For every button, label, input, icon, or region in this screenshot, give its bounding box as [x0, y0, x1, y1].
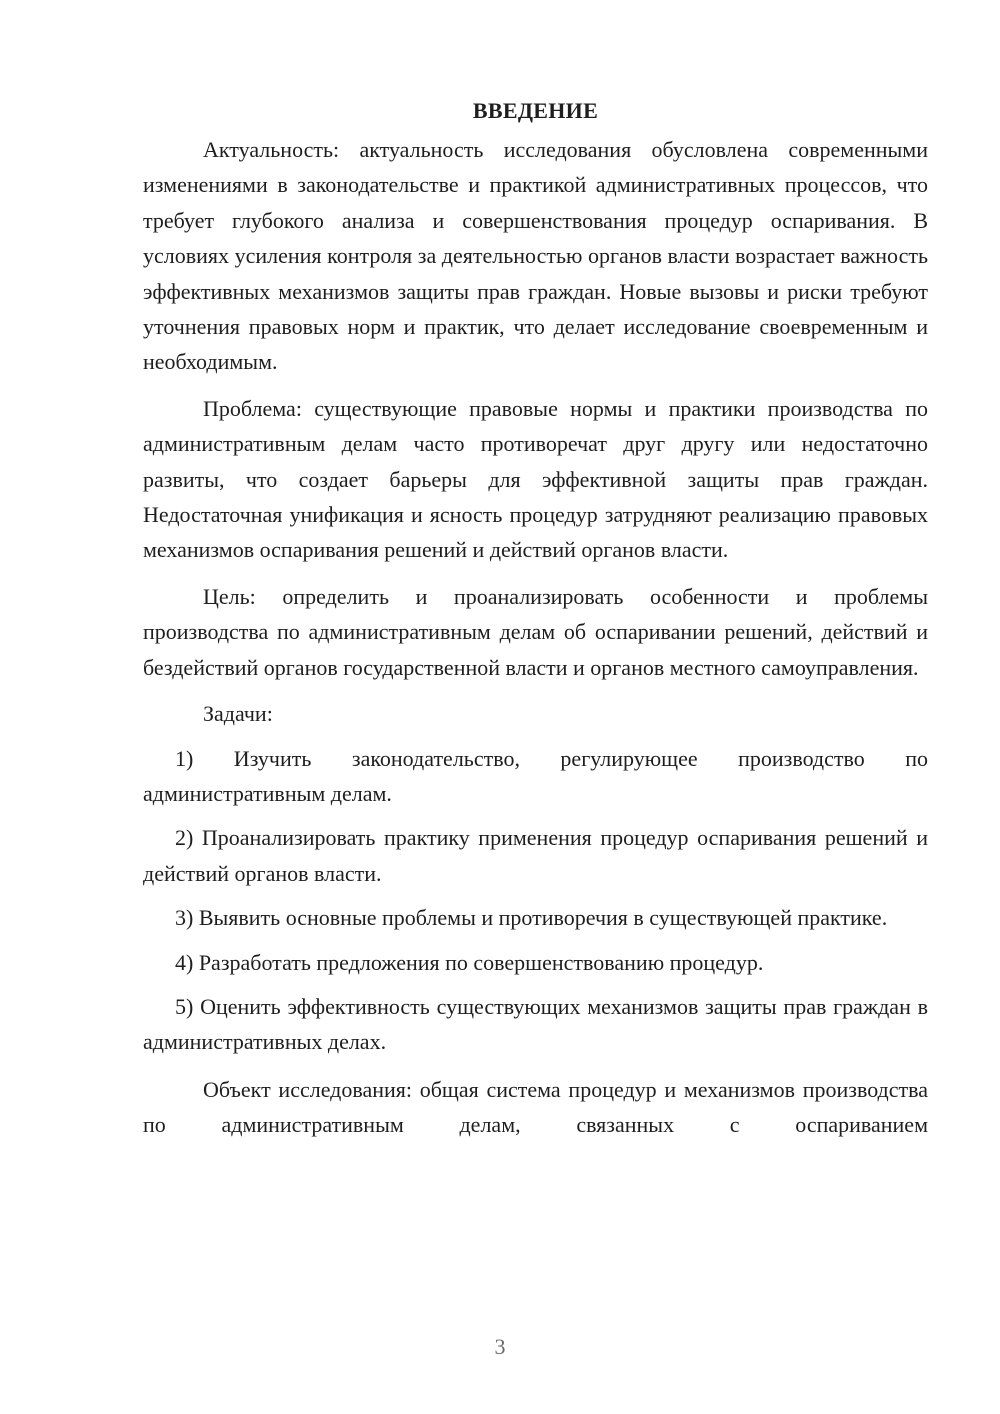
section-title: ВВЕДЕНИЕ: [472, 98, 599, 123]
paragraph-goal: Цель: определить и проанализировать особенности и проблемы производства по административным делам об оспаривании решений, действий и бездействий органов государственной власти и органов местного самоуправления.: [143, 583, 928, 680]
task-item: 4) Разработать предложения по совершенствованию процедур.: [175, 949, 764, 975]
tasks-heading: Задачи:: [203, 701, 273, 727]
tasks-list: [143, 741, 928, 1060]
paragraph-problem: Проблема: существующие правовые нормы и практики производства по административным делам часто противоречат друг другу или недостаточно развиты, что создает барьеры для эффективной защиты прав граждан. Недостаточная унификация и ясность процедур затрудняют реализацию правовых механизмов оспаривания решений и действий органов власти.: [143, 395, 928, 563]
task-item: 1) Изучить законодательство, регулирующее производство по административным делам.: [143, 745, 928, 806]
paragraph-object: Объект исследования: общая система процедур и механизмов производства по административным делам, связанных с оспариванием: [143, 1076, 928, 1138]
paragraph-relevance: Актуальность: актуальность исследования обусловлена современными изменениями в законодательстве и практикой административных процессов, что требует глубокого анализа и совершенствования процедур оспаривания. В условиях усиления контроля за деятельностью органов власти возрастает важность эффективных механизмов защиты прав граждан. Новые вызовы и риски требуют уточнения правовых норм и практик, что делает исследование своевременным и необходимым.: [143, 137, 928, 375]
task-item: 3) Выявить основные проблемы и противоречия в существующей практике.: [175, 905, 888, 931]
document-page: [143, 96, 928, 1143]
task-item: 2) Проанализировать практику применения процедур оспаривания решений и действий органов власти.: [143, 825, 928, 886]
page-number: 3: [494, 1334, 506, 1359]
task-item: 5) Оценить эффективность существующих механизмов защиты прав граждан в административных делах.: [143, 993, 928, 1055]
